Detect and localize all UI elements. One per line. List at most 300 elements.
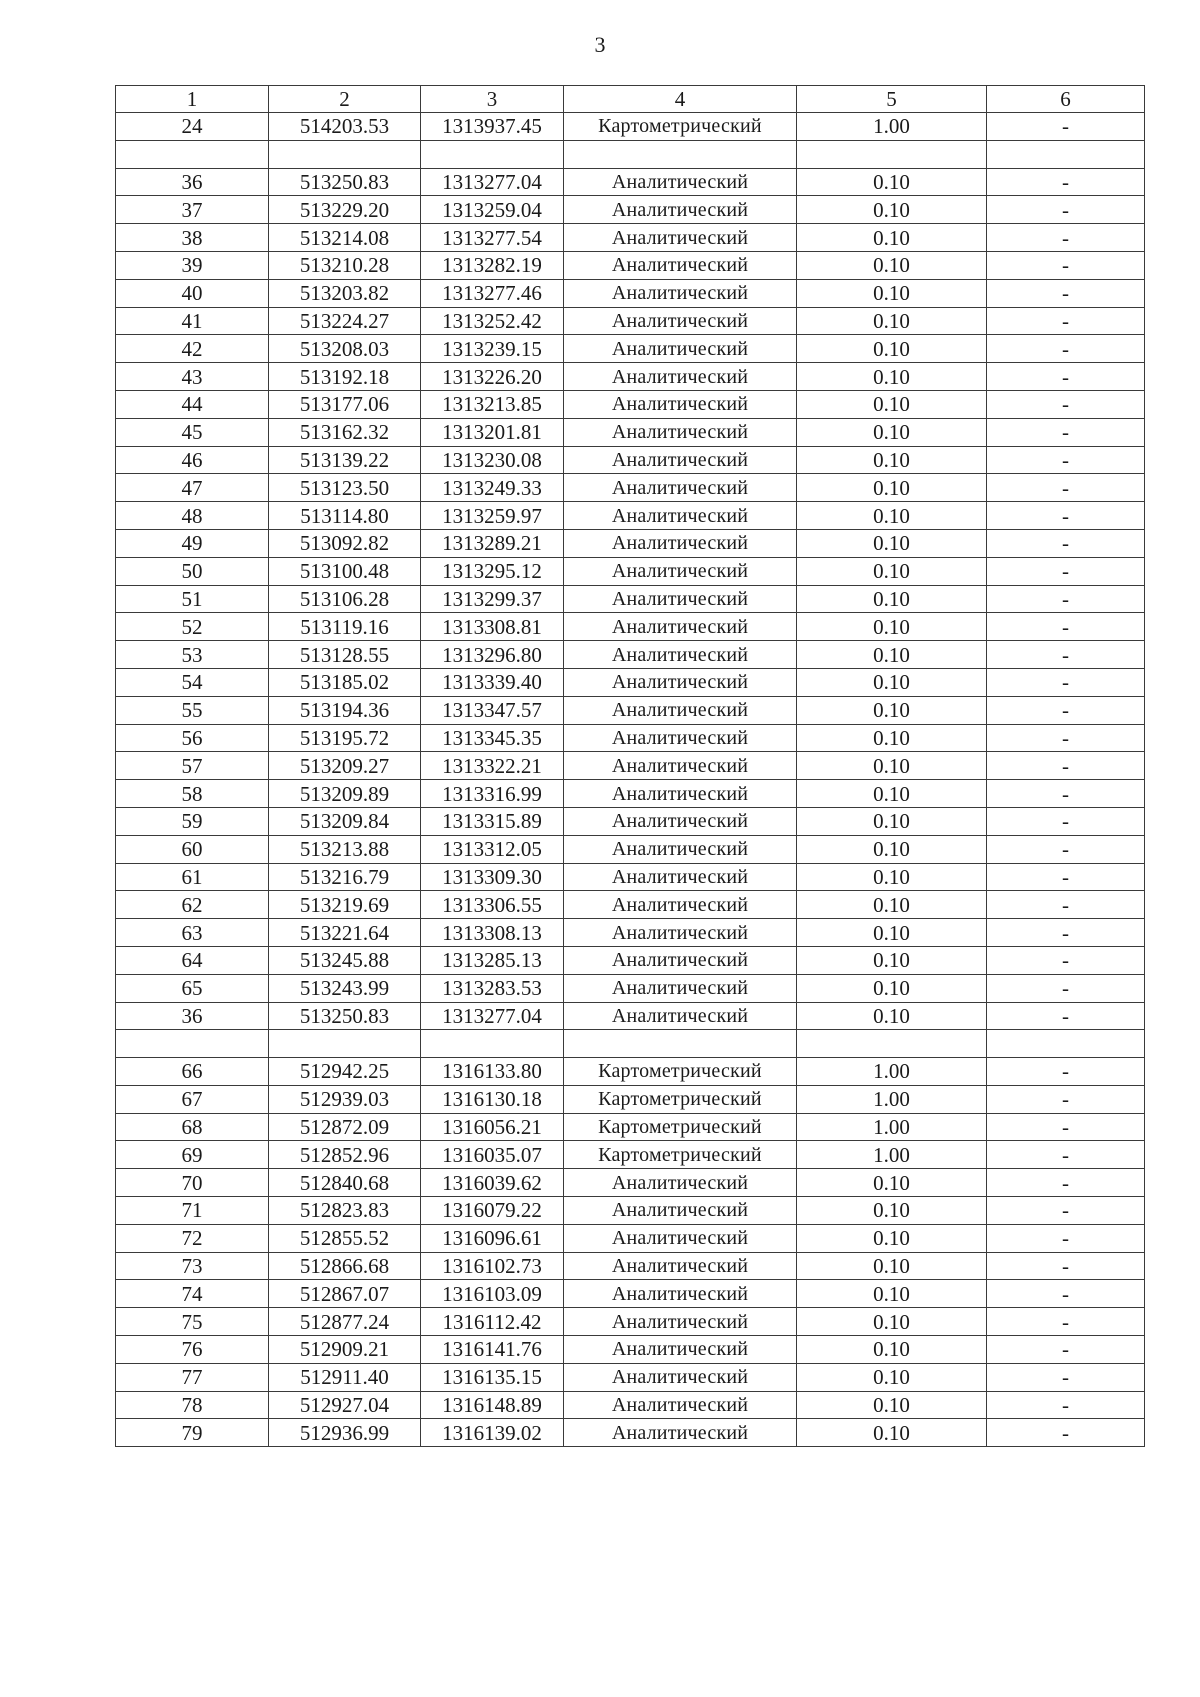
cell-method: Аналитический [564, 1169, 797, 1197]
cell-x-coordinate: 513243.99 [269, 974, 421, 1002]
cell-method: Аналитический [564, 668, 797, 696]
cell-y-coordinate: 1313277.04 [421, 168, 564, 196]
cell-method: Аналитический [564, 1252, 797, 1280]
cell-description: - [987, 1280, 1145, 1308]
cell-y-coordinate: 1313299.37 [421, 585, 564, 613]
cell-method: Картометрический [564, 1085, 797, 1113]
cell-point-number: 50 [116, 557, 269, 585]
header-cell-y-coordinate: 3 [421, 86, 564, 113]
cell-y-coordinate: 1316103.09 [421, 1280, 564, 1308]
table-row [116, 363, 1145, 391]
cell-accuracy [797, 1030, 987, 1058]
cell-point-number: 37 [116, 196, 269, 224]
cell-y-coordinate: 1316148.89 [421, 1391, 564, 1419]
cell-x-coordinate: 512939.03 [269, 1085, 421, 1113]
table-row [116, 390, 1145, 418]
header-cell-method: 4 [564, 86, 797, 113]
cell-x-coordinate: 513209.27 [269, 752, 421, 780]
cell-y-coordinate: 1316039.62 [421, 1169, 564, 1197]
cell-description: - [987, 641, 1145, 669]
cell-x-coordinate: 513216.79 [269, 863, 421, 891]
cell-description: - [987, 390, 1145, 418]
cell-description [987, 140, 1145, 168]
cell-point-number: 64 [116, 946, 269, 974]
cell-description: - [987, 807, 1145, 835]
cell-y-coordinate: 1313277.54 [421, 224, 564, 252]
table-row [116, 446, 1145, 474]
cell-method: Аналитический [564, 724, 797, 752]
cell-accuracy: 0.10 [797, 1308, 987, 1336]
table-row [116, 279, 1145, 307]
cell-y-coordinate: 1316056.21 [421, 1113, 564, 1141]
cell-point-number: 51 [116, 585, 269, 613]
cell-y-coordinate: 1313259.04 [421, 196, 564, 224]
cell-x-coordinate: 513221.64 [269, 919, 421, 947]
cell-point-number: 54 [116, 668, 269, 696]
cell-point-number [116, 1030, 269, 1058]
cell-x-coordinate: 512872.09 [269, 1113, 421, 1141]
cell-accuracy: 0.10 [797, 363, 987, 391]
cell-y-coordinate: 1316112.42 [421, 1308, 564, 1336]
table-row [116, 585, 1145, 613]
cell-x-coordinate: 513114.80 [269, 502, 421, 530]
table-row [116, 474, 1145, 502]
cell-method: Аналитический [564, 390, 797, 418]
table-row [116, 529, 1145, 557]
table-row [116, 613, 1145, 641]
cell-accuracy: 0.10 [797, 641, 987, 669]
cell-point-number: 66 [116, 1058, 269, 1086]
cell-x-coordinate: 513203.82 [269, 279, 421, 307]
cell-x-coordinate: 513123.50 [269, 474, 421, 502]
cell-accuracy: 0.10 [797, 1252, 987, 1280]
table-row [116, 641, 1145, 669]
cell-x-coordinate: 513177.06 [269, 390, 421, 418]
cell-method: Аналитический [564, 474, 797, 502]
cell-point-number: 44 [116, 390, 269, 418]
cell-method: Аналитический [564, 807, 797, 835]
table-row [116, 1197, 1145, 1225]
cell-accuracy: 0.10 [797, 919, 987, 947]
cell-description: - [987, 1252, 1145, 1280]
table-row [116, 1252, 1145, 1280]
cell-method: Аналитический [564, 863, 797, 891]
cell-accuracy: 0.10 [797, 390, 987, 418]
cell-point-number: 69 [116, 1141, 269, 1169]
cell-method: Аналитический [564, 251, 797, 279]
cell-method: Аналитический [564, 418, 797, 446]
cell-y-coordinate: 1313277.04 [421, 1002, 564, 1030]
cell-x-coordinate: 513092.82 [269, 529, 421, 557]
cell-accuracy: 0.10 [797, 752, 987, 780]
header-cell-point-number: 1 [116, 86, 269, 113]
cell-accuracy: 0.10 [797, 1280, 987, 1308]
cell-description: - [987, 168, 1145, 196]
cell-accuracy: 0.10 [797, 1419, 987, 1447]
cell-description: - [987, 863, 1145, 891]
cell-x-coordinate: 512927.04 [269, 1391, 421, 1419]
cell-accuracy: 0.10 [797, 1002, 987, 1030]
cell-description: - [987, 196, 1145, 224]
cell-y-coordinate: 1313213.85 [421, 390, 564, 418]
cell-y-coordinate: 1313315.89 [421, 807, 564, 835]
cell-method: Аналитический [564, 1002, 797, 1030]
table-row [116, 1030, 1145, 1058]
cell-y-coordinate: 1313322.21 [421, 752, 564, 780]
cell-point-number: 63 [116, 919, 269, 947]
cell-description: - [987, 1224, 1145, 1252]
cell-description: - [987, 946, 1145, 974]
cell-description: - [987, 668, 1145, 696]
cell-y-coordinate: 1313347.57 [421, 696, 564, 724]
cell-point-number: 36 [116, 168, 269, 196]
cell-x-coordinate: 513245.88 [269, 946, 421, 974]
cell-y-coordinate: 1313345.35 [421, 724, 564, 752]
cell-accuracy: 1.00 [797, 1113, 987, 1141]
cell-y-coordinate [421, 140, 564, 168]
cell-y-coordinate: 1316079.22 [421, 1197, 564, 1225]
cell-point-number: 48 [116, 502, 269, 530]
table-row [116, 974, 1145, 1002]
cell-method: Аналитический [564, 363, 797, 391]
cell-y-coordinate: 1313239.15 [421, 335, 564, 363]
cell-x-coordinate: 513209.89 [269, 780, 421, 808]
cell-description: - [987, 891, 1145, 919]
cell-description: - [987, 1197, 1145, 1225]
cell-accuracy: 0.10 [797, 1336, 987, 1364]
cell-accuracy: 1.00 [797, 113, 987, 141]
cell-description: - [987, 418, 1145, 446]
cell-y-coordinate: 1316130.18 [421, 1085, 564, 1113]
cell-accuracy: 0.10 [797, 307, 987, 335]
table-row [116, 224, 1145, 252]
cell-x-coordinate: 513185.02 [269, 668, 421, 696]
cell-point-number: 76 [116, 1336, 269, 1364]
cell-method: Аналитический [564, 1363, 797, 1391]
cell-description: - [987, 974, 1145, 1002]
cell-point-number: 59 [116, 807, 269, 835]
cell-accuracy: 0.10 [797, 1169, 987, 1197]
cell-point-number [116, 140, 269, 168]
cell-y-coordinate: 1313339.40 [421, 668, 564, 696]
table-row [116, 502, 1145, 530]
cell-description: - [987, 529, 1145, 557]
cell-description: - [987, 613, 1145, 641]
cell-method: Аналитический [564, 1391, 797, 1419]
table-row [116, 1141, 1145, 1169]
cell-accuracy: 0.10 [797, 668, 987, 696]
table-row [116, 335, 1145, 363]
cell-accuracy: 0.10 [797, 696, 987, 724]
table-row [116, 780, 1145, 808]
cell-y-coordinate: 1316141.76 [421, 1336, 564, 1364]
cell-method: Картометрический [564, 1058, 797, 1086]
cell-y-coordinate: 1313296.80 [421, 641, 564, 669]
cell-x-coordinate: 512852.96 [269, 1141, 421, 1169]
cell-accuracy: 0.10 [797, 529, 987, 557]
cell-x-coordinate: 513128.55 [269, 641, 421, 669]
cell-method: Аналитический [564, 1224, 797, 1252]
cell-point-number: 71 [116, 1197, 269, 1225]
cell-method: Аналитический [564, 502, 797, 530]
header-row [116, 86, 1145, 113]
table-row [116, 251, 1145, 279]
table-row [116, 1336, 1145, 1364]
table-row [116, 807, 1145, 835]
cell-x-coordinate: 512823.83 [269, 1197, 421, 1225]
cell-description: - [987, 307, 1145, 335]
table-row [116, 307, 1145, 335]
cell-description: - [987, 696, 1145, 724]
cell-y-coordinate: 1313295.12 [421, 557, 564, 585]
cell-point-number: 65 [116, 974, 269, 1002]
table-body [116, 113, 1145, 1447]
cell-y-coordinate: 1313252.42 [421, 307, 564, 335]
cell-point-number: 72 [116, 1224, 269, 1252]
cell-method: Картометрический [564, 1141, 797, 1169]
table-row [116, 113, 1145, 141]
cell-x-coordinate: 513100.48 [269, 557, 421, 585]
cell-accuracy: 0.10 [797, 446, 987, 474]
cell-method: Аналитический [564, 279, 797, 307]
cell-description: - [987, 1141, 1145, 1169]
cell-description: - [987, 113, 1145, 141]
cell-point-number: 52 [116, 613, 269, 641]
cell-y-coordinate: 1313249.33 [421, 474, 564, 502]
cell-description: - [987, 474, 1145, 502]
table-row [116, 557, 1145, 585]
table-row [116, 1169, 1145, 1197]
cell-x-coordinate [269, 1030, 421, 1058]
cell-point-number: 39 [116, 251, 269, 279]
cell-x-coordinate: 513192.18 [269, 363, 421, 391]
cell-point-number: 42 [116, 335, 269, 363]
cell-accuracy: 0.10 [797, 780, 987, 808]
cell-description: - [987, 835, 1145, 863]
cell-accuracy: 0.10 [797, 335, 987, 363]
cell-point-number: 38 [116, 224, 269, 252]
table-row [116, 696, 1145, 724]
cell-point-number: 73 [116, 1252, 269, 1280]
cell-y-coordinate: 1313226.20 [421, 363, 564, 391]
cell-y-coordinate: 1316139.02 [421, 1419, 564, 1447]
cell-accuracy: 0.10 [797, 196, 987, 224]
cell-x-coordinate: 513229.20 [269, 196, 421, 224]
header-cell-x-coordinate: 2 [269, 86, 421, 113]
cell-description: - [987, 335, 1145, 363]
cell-method: Аналитический [564, 641, 797, 669]
cell-accuracy: 0.10 [797, 474, 987, 502]
cell-method: Аналитический [564, 696, 797, 724]
cell-point-number: 47 [116, 474, 269, 502]
cell-point-number: 53 [116, 641, 269, 669]
table-row [116, 724, 1145, 752]
cell-x-coordinate: 513213.88 [269, 835, 421, 863]
cell-point-number: 78 [116, 1391, 269, 1419]
cell-description: - [987, 752, 1145, 780]
cell-x-coordinate: 512840.68 [269, 1169, 421, 1197]
table-row [116, 835, 1145, 863]
cell-description: - [987, 724, 1145, 752]
table-row [116, 668, 1145, 696]
cell-y-coordinate: 1313316.99 [421, 780, 564, 808]
cell-y-coordinate: 1313259.97 [421, 502, 564, 530]
cell-point-number: 68 [116, 1113, 269, 1141]
cell-point-number: 79 [116, 1419, 269, 1447]
cell-accuracy: 0.10 [797, 585, 987, 613]
cell-accuracy: 0.10 [797, 1224, 987, 1252]
header-cell-description: 6 [987, 86, 1145, 113]
cell-x-coordinate: 512936.99 [269, 1419, 421, 1447]
cell-y-coordinate: 1313285.13 [421, 946, 564, 974]
cell-point-number: 61 [116, 863, 269, 891]
cell-description: - [987, 446, 1145, 474]
table-row [116, 418, 1145, 446]
cell-x-coordinate: 513195.72 [269, 724, 421, 752]
cell-description: - [987, 1336, 1145, 1364]
cell-y-coordinate: 1313277.46 [421, 279, 564, 307]
cell-x-coordinate: 513209.84 [269, 807, 421, 835]
cell-x-coordinate: 513119.16 [269, 613, 421, 641]
cell-x-coordinate: 513139.22 [269, 446, 421, 474]
cell-point-number: 36 [116, 1002, 269, 1030]
cell-x-coordinate: 513106.28 [269, 585, 421, 613]
cell-accuracy: 0.10 [797, 224, 987, 252]
cell-method: Аналитический [564, 224, 797, 252]
cell-y-coordinate: 1316035.07 [421, 1141, 564, 1169]
cell-accuracy: 1.00 [797, 1058, 987, 1086]
cell-description: - [987, 1363, 1145, 1391]
cell-point-number: 77 [116, 1363, 269, 1391]
cell-description: - [987, 1419, 1145, 1447]
cell-method: Аналитический [564, 1336, 797, 1364]
cell-y-coordinate: 1316102.73 [421, 1252, 564, 1280]
cell-y-coordinate: 1313201.81 [421, 418, 564, 446]
cell-accuracy: 0.10 [797, 613, 987, 641]
cell-method: Аналитический [564, 168, 797, 196]
cell-y-coordinate: 1316133.80 [421, 1058, 564, 1086]
cell-x-coordinate: 512942.25 [269, 1058, 421, 1086]
cell-x-coordinate: 512855.52 [269, 1224, 421, 1252]
cell-x-coordinate: 512911.40 [269, 1363, 421, 1391]
cell-description: - [987, 1085, 1145, 1113]
cell-x-coordinate: 514203.53 [269, 113, 421, 141]
cell-x-coordinate: 513208.03 [269, 335, 421, 363]
cell-description: - [987, 224, 1145, 252]
table-row [116, 919, 1145, 947]
table-row [116, 196, 1145, 224]
cell-description [987, 1030, 1145, 1058]
cell-x-coordinate: 513194.36 [269, 696, 421, 724]
table-row [116, 1308, 1145, 1336]
table-row [116, 140, 1145, 168]
cell-accuracy: 0.10 [797, 835, 987, 863]
table-row [116, 1113, 1145, 1141]
cell-point-number: 49 [116, 529, 269, 557]
cell-accuracy: 0.10 [797, 168, 987, 196]
cell-accuracy: 0.10 [797, 974, 987, 1002]
cell-description: - [987, 1169, 1145, 1197]
cell-point-number: 57 [116, 752, 269, 780]
cell-y-coordinate: 1313289.21 [421, 529, 564, 557]
cell-x-coordinate [269, 140, 421, 168]
cell-method: Аналитический [564, 974, 797, 1002]
table-row [116, 1280, 1145, 1308]
cell-y-coordinate: 1316135.15 [421, 1363, 564, 1391]
cell-x-coordinate: 513250.83 [269, 168, 421, 196]
cell-x-coordinate: 513219.69 [269, 891, 421, 919]
cell-method: Аналитический [564, 613, 797, 641]
table-row [116, 946, 1145, 974]
cell-method: Аналитический [564, 891, 797, 919]
cell-method: Аналитический [564, 1280, 797, 1308]
cell-description: - [987, 1002, 1145, 1030]
table-row [116, 1058, 1145, 1086]
cell-description: - [987, 1058, 1145, 1086]
cell-accuracy [797, 140, 987, 168]
cell-accuracy: 0.10 [797, 1363, 987, 1391]
cell-x-coordinate: 513210.28 [269, 251, 421, 279]
cell-method: Аналитический [564, 585, 797, 613]
cell-method: Аналитический [564, 307, 797, 335]
coordinates-table [115, 85, 1145, 1447]
cell-point-number: 56 [116, 724, 269, 752]
cell-y-coordinate: 1313306.55 [421, 891, 564, 919]
cell-method: Аналитический [564, 1419, 797, 1447]
cell-description: - [987, 919, 1145, 947]
cell-point-number: 40 [116, 279, 269, 307]
cell-method: Аналитический [564, 196, 797, 224]
page-number: 3 [594, 32, 606, 57]
table-row [116, 752, 1145, 780]
cell-x-coordinate: 512866.68 [269, 1252, 421, 1280]
cell-x-coordinate: 512877.24 [269, 1308, 421, 1336]
cell-y-coordinate: 1313282.19 [421, 251, 564, 279]
cell-description: - [987, 251, 1145, 279]
cell-method: Аналитический [564, 780, 797, 808]
cell-method: Аналитический [564, 529, 797, 557]
cell-x-coordinate: 513224.27 [269, 307, 421, 335]
cell-point-number: 46 [116, 446, 269, 474]
header-cell-accuracy: 5 [797, 86, 987, 113]
table-row [116, 1363, 1145, 1391]
cell-accuracy: 0.10 [797, 1197, 987, 1225]
cell-y-coordinate: 1316096.61 [421, 1224, 564, 1252]
cell-accuracy: 0.10 [797, 724, 987, 752]
cell-description: - [987, 363, 1145, 391]
table-row [116, 1085, 1145, 1113]
cell-y-coordinate [421, 1030, 564, 1058]
table-row [116, 1002, 1145, 1030]
cell-point-number: 24 [116, 113, 269, 141]
table-row [116, 168, 1145, 196]
cell-x-coordinate: 512867.07 [269, 1280, 421, 1308]
cell-point-number: 62 [116, 891, 269, 919]
cell-description: - [987, 780, 1145, 808]
cell-accuracy: 0.10 [797, 807, 987, 835]
cell-point-number: 70 [116, 1169, 269, 1197]
cell-point-number: 41 [116, 307, 269, 335]
table-row [116, 1419, 1145, 1447]
cell-description: - [987, 1308, 1145, 1336]
cell-accuracy: 1.00 [797, 1141, 987, 1169]
cell-x-coordinate: 513250.83 [269, 1002, 421, 1030]
cell-description: - [987, 1391, 1145, 1419]
cell-point-number: 58 [116, 780, 269, 808]
cell-method: Картометрический [564, 1113, 797, 1141]
cell-point-number: 67 [116, 1085, 269, 1113]
cell-description: - [987, 585, 1145, 613]
